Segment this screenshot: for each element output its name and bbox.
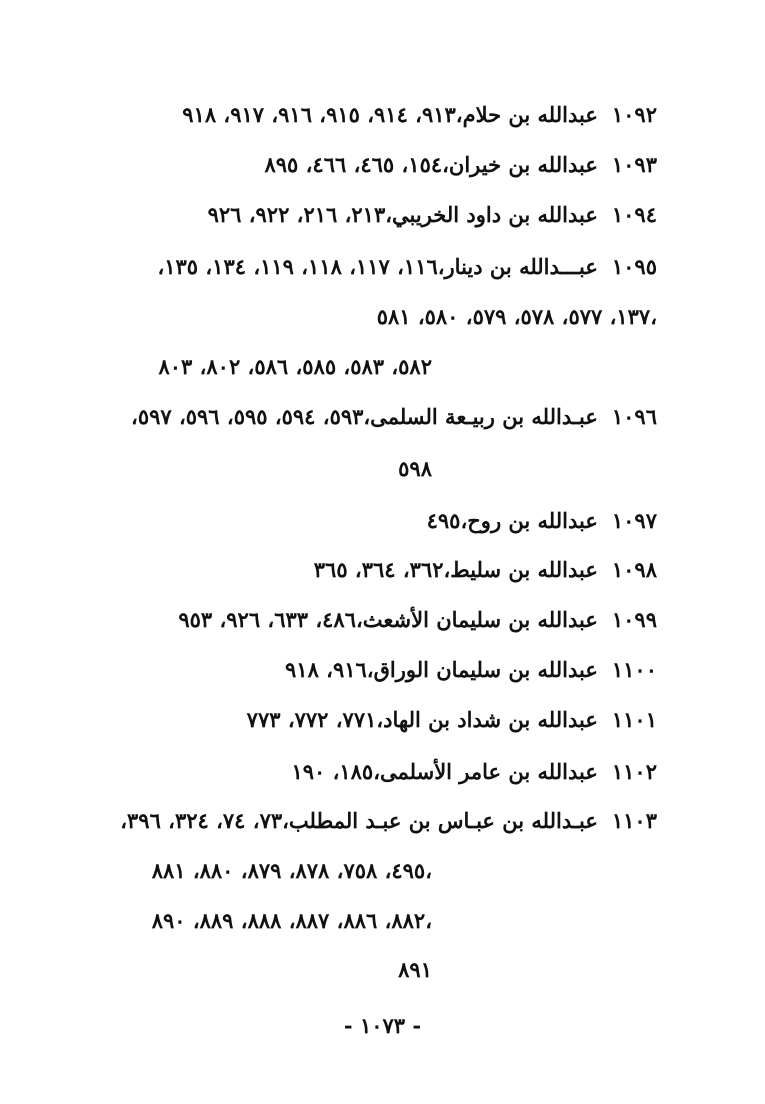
entry-text: ١٣٧، ٥٧٧، ٥٧٨، ٥٧٩، ٥٨٠، ٥٨١،: [376, 304, 657, 329]
entry-number: ١٠٩٨: [611, 557, 657, 582]
entry-text: ٥٨٢، ٥٨٣، ٥٨٥، ٥٨٦، ٨٠٢، ٨٠٣: [158, 354, 432, 379]
entry-1102: [291, 757, 657, 787]
entry-number: ١١٠٣: [611, 808, 657, 833]
entry-text: عبدالله بن عامر الأسلمى،١٨٥، ١٩٠: [291, 759, 598, 784]
entry-1094: [208, 200, 657, 230]
entry-text: عبدالله بن خيران،١٥٤، ٤٦٥، ٤٦٦، ٨٩٥: [264, 152, 598, 177]
entry-number: ١٠٩٥: [611, 254, 657, 279]
entry-text: عبدالله بن سليمان الأشعث،٤٨٦، ٦٣٣، ٩٢٦، ٩٥٣: [178, 607, 598, 632]
entry-text: عبـــدالله بن دينار،١١٦، ١١٧، ١١٨، ١١٩، ١٣٤، ١٣٥،: [157, 254, 598, 279]
entry-text: عبدالله بن سليط،٣٦٢، ٣٦٤، ٣٦٥: [313, 557, 598, 582]
entry-1103: [120, 806, 657, 836]
entry-1096: [131, 402, 657, 432]
entry-text: عبدالله بن شداد بن الهاد،٧٧١، ٧٧٢، ٧٧٣: [246, 707, 598, 732]
entry-number: ١١٠٢: [611, 759, 657, 784]
entry-number: ١١٠٠: [611, 657, 657, 682]
entry-text: عبدالله بن روح،٤٩٥: [426, 508, 598, 533]
entry-continuation: [152, 906, 432, 936]
entry-continuation: [377, 302, 657, 332]
page-number: - ١٠٧٣ -: [343, 1013, 422, 1038]
entry-text: عبـدالله بن عبـاس بن عبـد المطلب،٧٣، ٧٤، ٣٢٤، ٣٩٦،: [120, 808, 598, 833]
entry-1101: [247, 705, 657, 735]
entry-number: ١١٠١: [611, 707, 657, 732]
entry-text: ٨٩١: [398, 957, 432, 982]
entry-text: ٤٩٥، ٧٥٨، ٨٧٨، ٨٧٩، ٨٨٠، ٨٨١،: [151, 858, 432, 883]
entry-number: ١٠٩٣: [611, 152, 657, 177]
entry-text: ٥٩٨: [398, 456, 432, 481]
entry-continuation: [152, 856, 432, 886]
entry-text: ٨٨٢، ٨٨٦، ٨٨٧، ٨٨٨، ٨٨٩، ٨٩٠،: [151, 908, 432, 933]
entry-1095: [157, 252, 657, 282]
entry-1099: [178, 605, 657, 635]
entry-1100: [285, 655, 657, 685]
entry-1093: [264, 150, 657, 180]
entry-number: ١٠٩٤: [611, 202, 657, 227]
entry-number: ١٠٩٦: [611, 404, 657, 429]
entry-number: ١٠٩٧: [611, 508, 657, 533]
entry-text: عبدالله بن داود الخريبي،٢١٣، ٢١٦، ٩٢٢، ٩٢٦: [207, 202, 598, 227]
entry-number: ١٠٩٢: [611, 102, 657, 127]
entry-number: ١٠٩٩: [611, 607, 657, 632]
entry-continuation: [398, 955, 432, 985]
entry-1098: [314, 555, 657, 585]
entry-1097: [427, 506, 657, 536]
entry-text: عبدالله بن سليمان الوراق،٩١٦، ٩١٨: [285, 657, 598, 682]
entry-text: عبـدالله بن ربيـعة السلمى،٥٩٣، ٥٩٤، ٥٩٥، ٥٩٦، ٥٩٧،: [131, 404, 598, 429]
entry-text: عبدالله بن حلام،٩١٣، ٩١٤، ٩١٥، ٩١٦، ٩١٧، ٩١٨: [182, 102, 598, 127]
entry-1092: [182, 100, 657, 130]
entry-continuation: [158, 352, 432, 382]
entry-continuation: [398, 454, 432, 484]
